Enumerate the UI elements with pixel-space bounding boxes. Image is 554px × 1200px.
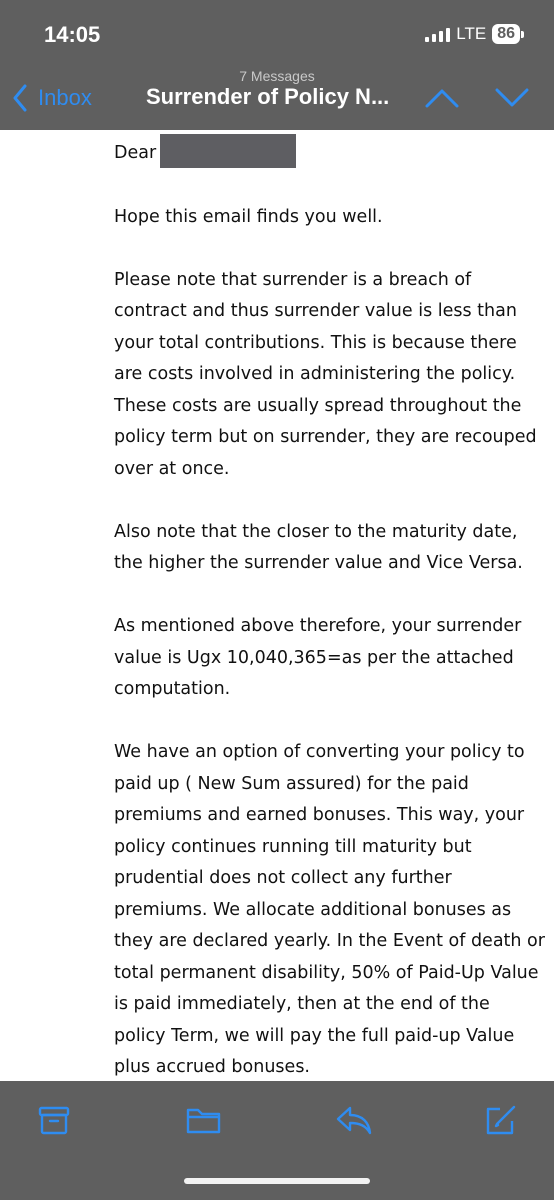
- chevron-down-icon: [494, 86, 530, 110]
- greeting: Dear: [114, 143, 157, 163]
- reply-button[interactable]: [336, 1105, 372, 1139]
- email-subject: Surrender of Policy N...: [146, 84, 390, 109]
- network-label: LTE: [456, 24, 487, 43]
- status-time: 14:05: [44, 22, 101, 47]
- redacted-name: [160, 134, 296, 168]
- paragraph-breach: Please note that surrender is a breach of contract and thus surrender value is less than your total contributions. This is because there are costs involved in administering the policy.: [114, 269, 517, 384]
- chevron-left-icon: [12, 84, 28, 112]
- message-count: 7 Messages: [239, 68, 315, 84]
- signal-icon: [425, 26, 450, 42]
- back-label: Inbox: [38, 85, 92, 110]
- paragraph-surrender-value: As mentioned above therefore, your surrender value is Ugx 10,040,365=as per the attached computation.: [114, 616, 522, 699]
- next-message-button[interactable]: [494, 86, 530, 114]
- previous-message-button[interactable]: [424, 86, 460, 114]
- paragraph-maturity: Also note that the closer to the maturity date, the higher the surrender value and Vice Versa.: [114, 521, 523, 573]
- folder-icon: [186, 1105, 222, 1135]
- home-indicator[interactable]: [184, 1178, 370, 1184]
- chevron-up-icon: [424, 86, 460, 110]
- greeting-line: [114, 136, 546, 170]
- status-indicators: [425, 24, 524, 44]
- paragraph-costs: These costs are usually spread throughout the policy term but on surrender, they are recouped over at once.: [114, 395, 537, 479]
- compose-icon: [484, 1105, 518, 1137]
- compose-button[interactable]: [484, 1105, 518, 1141]
- back-button[interactable]: [12, 84, 92, 112]
- battery-tip: [521, 31, 524, 38]
- archive-button[interactable]: [38, 1105, 70, 1139]
- reply-icon: [336, 1105, 372, 1135]
- battery-icon: 86: [492, 24, 520, 44]
- email-body: [114, 136, 546, 1084]
- paragraph-greeting: Hope this email finds you well.: [114, 206, 383, 227]
- paragraph-paid-up-option: We have an option of converting your policy to paid up ( New Sum assured) for the paid premiums and earned bonuses. This way, your policy continues running till maturity but prudential does not collect any further premiums. We allocate additional bonuses as they are declared yearly. In the Event of death or total permanent disability, 50% of Paid-Up Value is paid immediately, then at the end of the policy Term, we will pay the full paid-up Value plus accrued bonuses.: [114, 742, 545, 1077]
- move-to-folder-button[interactable]: [186, 1105, 222, 1139]
- navigation-header: [0, 0, 554, 130]
- archive-icon: [38, 1105, 70, 1135]
